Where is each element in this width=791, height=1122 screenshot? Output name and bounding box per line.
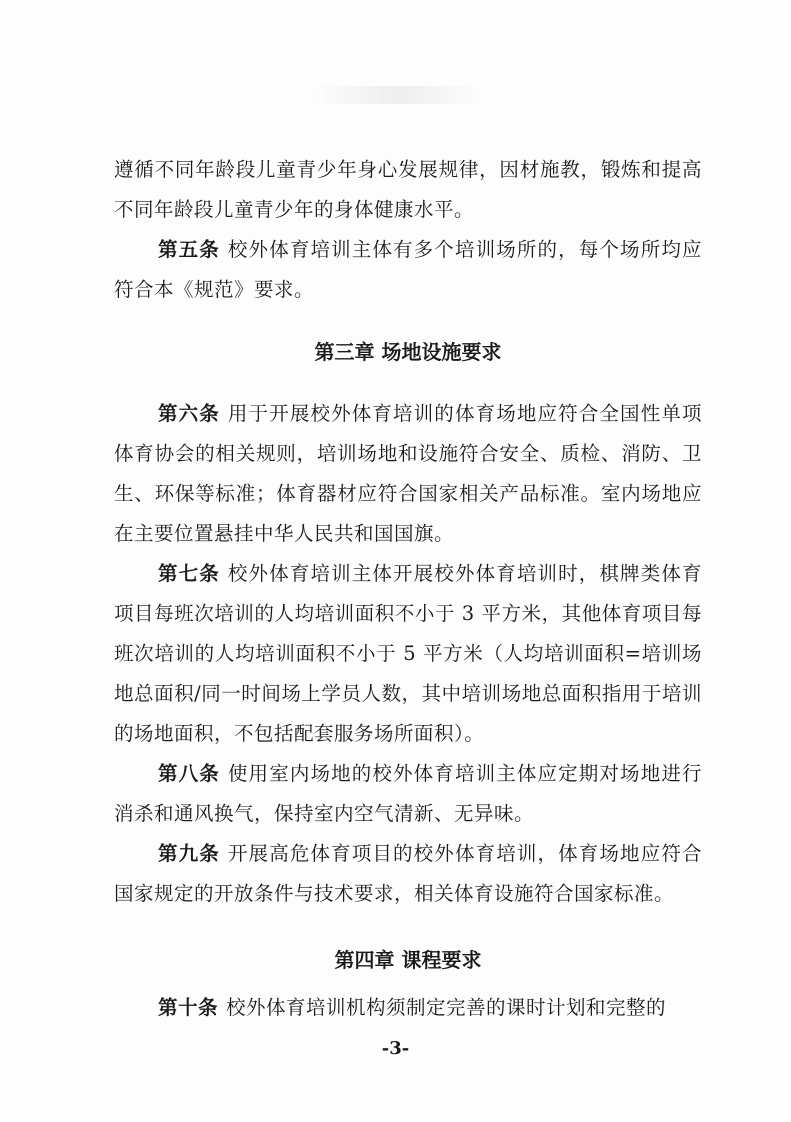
- article-9: [114, 834, 702, 914]
- article-number: 第六条: [158, 402, 220, 425]
- scan-smudge: [312, 86, 482, 104]
- document-body: [114, 150, 702, 1028]
- article-text: 用于开展校外体育培训的体育场地应符合全国性单项体育协会的相关规则，培训场地和设施符合安全、质检、消防、卫生、环保等标准；体育器材应符合国家相关产品标准。室内场地应在主要位置悬挂中华人民共和国国旗。: [114, 402, 702, 545]
- article-number: 第八条: [158, 762, 220, 785]
- article-7: [114, 554, 702, 754]
- article-text: 开展高危体育项目的校外体育培训，体育场地应符合国家规定的开放条件与技术要求，相关体育设施符合国家标准。: [114, 842, 702, 905]
- article-text: 使用室内场地的校外体育培训主体应定期对场地进行消杀和通风换气，保持室内空气清新、无异味。: [114, 762, 702, 825]
- paragraph-continuation: [114, 150, 702, 230]
- chapter-heading-4: 第四章 课程要求: [334, 948, 482, 972]
- article-8: [114, 754, 702, 834]
- article-text: 校外体育培训机构须制定完善的课时计划和完整的: [226, 996, 667, 1019]
- paragraph-text: 遵循不同年龄段儿童青少年身心发展规律，因材施教，锻炼和提高不同年龄段儿童青少年的身体健康水平。: [114, 158, 702, 221]
- article-text: 校外体育培训主体开展校外体育培训时，棋牌类体育项目每班次培训的人均培训面积不小于 3 平方米，其他体育项目每班次培训的人均培训面积不小于 5 平方米（人均培训面积=培训场地总面积/同一时间场上学员人数，其中培训场地总面积指用于培训的场地面积，不包括配套服务场所面积）。: [114, 562, 702, 745]
- chapter-heading-3: 第三章 场地设施要求: [314, 340, 502, 364]
- article-number: 第十条: [158, 996, 219, 1019]
- article-text: 校外体育培训主体有多个培训场所的，每个场所均应符合本《规范》要求。: [114, 238, 702, 301]
- article-6: [114, 394, 702, 554]
- article-number: 第七条: [158, 562, 220, 585]
- article-10: [114, 988, 702, 1028]
- article-number: 第九条: [158, 842, 220, 865]
- article-number: 第五条: [158, 238, 220, 261]
- article-5: [114, 230, 702, 310]
- page-number: -3-: [381, 1038, 410, 1059]
